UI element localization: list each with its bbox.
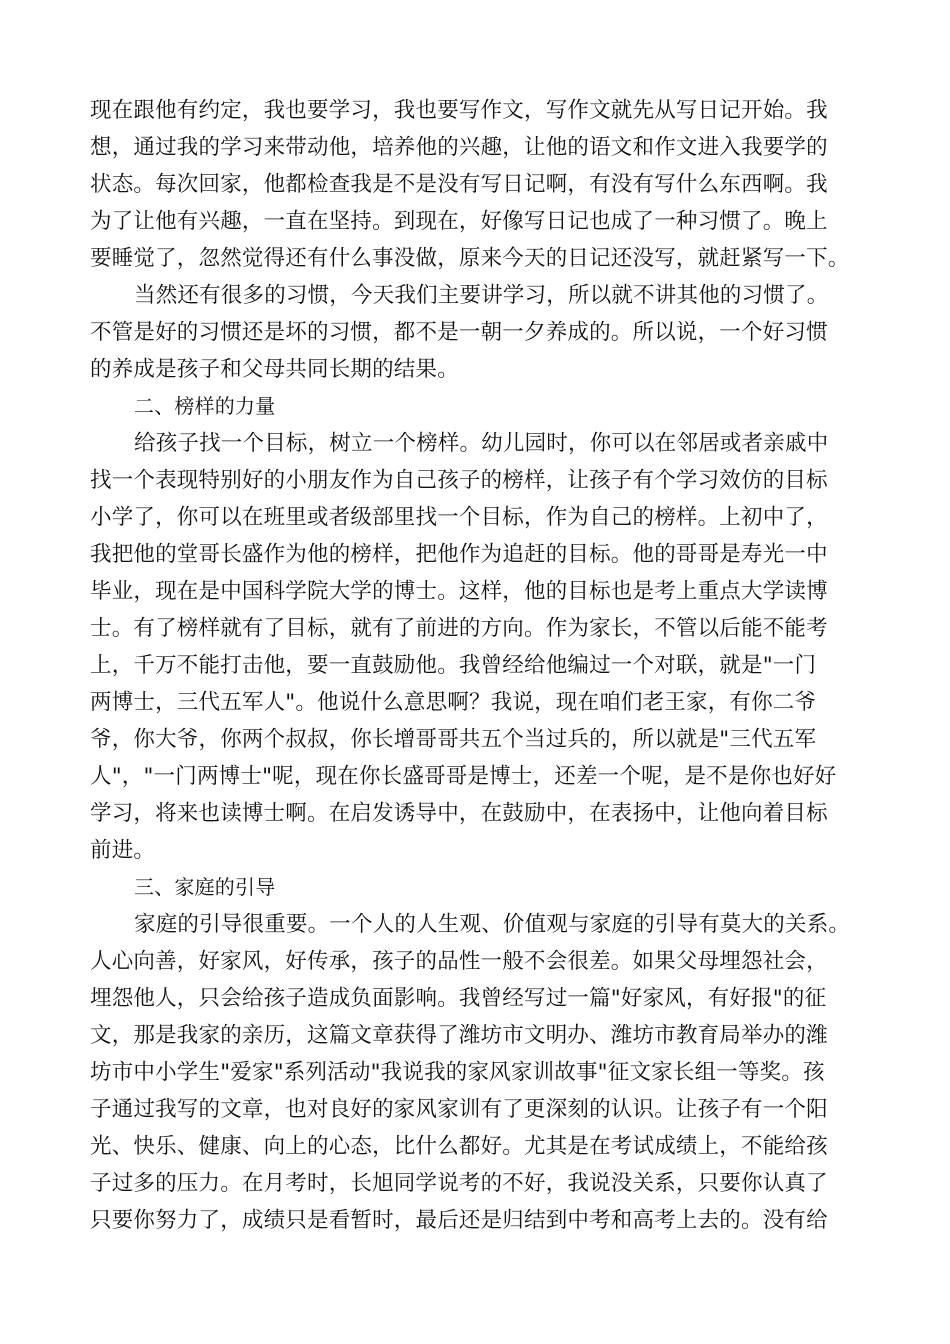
text-line: 只要你努力了，成绩只是看暂时，最后还是归结到中考和高考上去的。没有给 xyxy=(90,1208,828,1233)
text-line: 爷，你大爷，你两个叔叔，你长增哥哥共五个当过兵的，所以就是"三代五军 xyxy=(90,727,817,752)
text-line: 坊市中小学生"爱家"系列活动"我说我的家风家训故事"征文家长组一等奖。孩 xyxy=(90,1060,825,1085)
text-line: 文，那是我家的亲历，这篇文章获得了潍坊市文明办、潍坊市教育局举办的潍 xyxy=(90,1023,828,1048)
text-line: 学习，将来也读博士啊。在启发诱导中，在鼓励中，在表扬中，让他向着目标 xyxy=(90,801,828,826)
text-line: 想，通过我的学习来带动他，培养他的兴趣，让他的语文和作文进入我要学的 xyxy=(90,135,828,160)
text-line: 给孩子找一个目标，树立一个榜样。幼儿园时，你可以在邻居或者亲戚中 xyxy=(134,431,829,456)
text-line: 上，千万不能打击他，要一直鼓励他。我曾经给他编过一个对联，就是"一门 xyxy=(90,653,817,678)
text-line: 不管是好的习惯还是坏的习惯，都不是一朝一夕养成的。所以说，一个好习惯 xyxy=(90,320,828,345)
text-line: 两博士，三代五军人"。他说什么意思啊？我说，现在咱们老王家，有你二爷 xyxy=(90,690,817,715)
document-body xyxy=(90,92,870,1239)
text-line: 毕业，现在是中国科学院大学的博士。这样，他的目标也是考上重点大学读博 xyxy=(90,579,828,604)
text-line: 我把他的堂哥长盛作为他的榜样，把他作为追赶的目标。他的哥哥是寿光一中 xyxy=(90,542,828,567)
text-line: 状态。每次回家，他都检查我是不是没有写日记啊，有没有写什么东西啊。我 xyxy=(90,172,828,197)
text-line: 现在跟他有约定，我也要学习，我也要写作文，写作文就先从写日记开始。我 xyxy=(90,98,828,123)
text-line: 士。有了榜样就有了目标，就有了前进的方向。作为家长，不管以后能不能考 xyxy=(90,616,828,641)
text-line: 要睡觉了，忽然觉得还有什么事没做，原来今天的日记还没写，就赶紧写一下。 xyxy=(90,246,850,271)
text-line: 的养成是孩子和父母共同长期的结果。 xyxy=(90,357,459,382)
text-line: 子通过我写的文章，也对良好的家风家训有了更深刻的认识。让孩子有一个阳 xyxy=(90,1097,828,1122)
text-line: 找一个表现特别好的小朋友作为自己孩子的榜样，让孩子有个学习效仿的目标 xyxy=(90,468,828,493)
text-line: 人心向善，好家风，好传承，孩子的品性一般不会很差。如果父母埋怨社会， xyxy=(90,949,828,974)
text-line: 光、快乐、健康、向上的心态，比什么都好。尤其是在考试成绩上，不能给孩 xyxy=(90,1134,828,1159)
text-line: 家庭的引导很重要。一个人的人生观、价值观与家庭的引导有莫大的关系。 xyxy=(134,912,851,937)
text-line: 人"，"一门两博士"呢，现在你长盛哥哥是博士，还差一个呢，是不是你也好好 xyxy=(90,764,837,789)
text-line: 小学了，你可以在班里或者级部里找一个目标，作为自己的榜样。上初中了， xyxy=(90,505,828,530)
text-line: 当然还有很多的习惯，今天我们主要讲学习，所以就不讲其他的习惯了。 xyxy=(134,283,829,308)
section-heading: 三、家庭的引导 xyxy=(134,875,276,899)
text-line: 埋怨他人，只会给孩子造成负面影响。我曾经写过一篇"好家风，有好报"的征 xyxy=(90,986,827,1011)
text-line: 前进。 xyxy=(90,838,156,863)
text-line: 子过多的压力。在月考时，长旭同学说考的不好，我说没关系，只要你认真了 xyxy=(90,1171,828,1196)
text-line: 为了让他有兴趣，一直在坚持。到现在，好像写日记也成了一种习惯了。晚上 xyxy=(90,209,828,234)
section-heading: 二、榜样的力量 xyxy=(134,394,276,418)
